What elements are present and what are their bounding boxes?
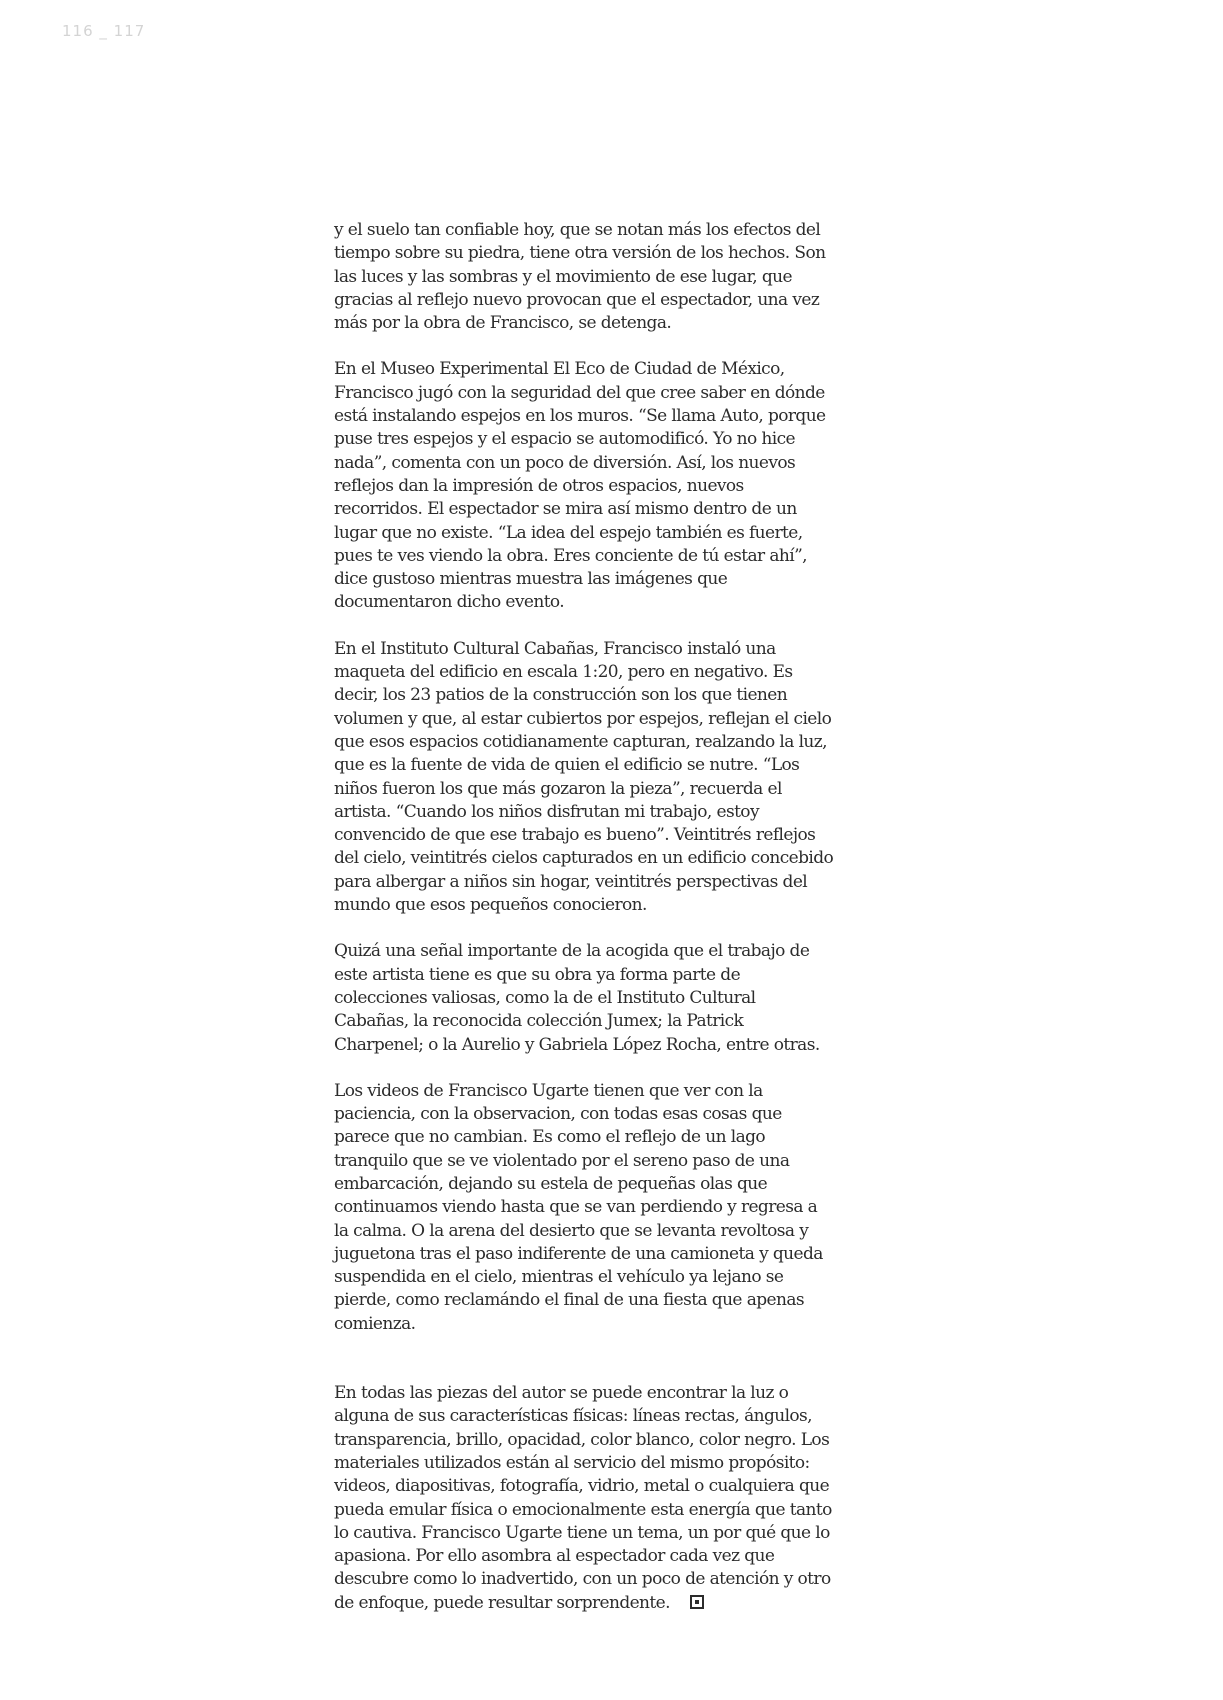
paragraph-1: y el suelo tan confiable hoy, que se notan más los efectos del tiempo sobre su piedra, tiene otra versión de los hechos. Son las luces y las sombras y el movimiento de ese lugar, que gracias al reflejo nuevo provocan que el espectador, una vez más por la obra de Francisco, se detenga.	[334, 220, 826, 334]
end-mark-icon	[690, 1595, 704, 1609]
page-number: 116 _ 117	[62, 22, 146, 40]
article-text-column	[334, 219, 834, 1638]
paragraph-6-text: En todas las piezas del autor se puede encontrar la luz o alguna de sus características físicas: líneas rectas, ángulos, transparencia, brillo, opacidad, color blanco, color negro. Los materiales utilizados están al servicio del mismo propósito: videos, diapositivas, fotografía, vidrio, metal o cualquiera que pueda emular física o emocionalmente esta energía que tanto lo cautiva. Francisco Ugarte tiene un tema, un por qué que lo apasiona. Por ello asombra al espectador cada vez que descubre como lo inadvertido, con un poco de atención y otro de enfoque, puede resultar sorprendente.	[334, 1383, 832, 1613]
paragraph-2: En el Museo Experimental El Eco de Ciudad de México, Francisco jugó con la seguridad del que cree saber en dónde está instalando espejos en los muros. “Se llama Auto, porque puse tres espejos y el espacio se automodificó. Yo no hice nada”, comenta con un poco de diversión. Así, los nuevos reflejos dan la impresión de otros espacios, nuevos recorridos. El espectador se mira así mismo dentro de un lugar que no existe. “La idea del espejo también es fuerte, pues te ves viendo la obra. Eres conciente de tú estar ahí”, dice gustoso mientras muestra las imágenes que documentaron dicho evento.	[334, 359, 826, 613]
paragraph-4: Quizá una señal importante de la acogida que el trabajo de este artista tiene es que su obra ya forma parte de colecciones valiosas, como la de el Instituto Cultural Cabañas, la reconocida colección Jumex; la Patrick Charpenel; o la Aurelio y Gabriela López Rocha, entre otras.	[334, 941, 820, 1055]
paragraph-6	[334, 1382, 834, 1615]
paragraph-3: En el Instituto Cultural Cabañas, Francisco instaló una maqueta del edificio en escala 1:20, pero en negativo. Es decir, los 23 patios de la construcción son los que tienen volumen y que, al estar cubiertos por espejos, reflejan el cielo que esos espacios cotidianamente capturan, realzando la luz, que es la fuente de vida de quien el edificio se nutre. “Los niños fueron los que más gozaron la pieza”, recuerda el artista. “Cuando los niños disfrutan mi trabajo, estoy convencido de que ese trabajo es bueno”. Veintitrés reflejos del cielo, veintitrés cielos capturados en un edificio concebido para albergar a niños sin hogar, veintitrés perspectivas del mundo que esos pequeños conocieron.	[334, 638, 834, 916]
end-mark-dot	[695, 1600, 699, 1604]
paragraph-5: Los videos de Francisco Ugarte tienen que ver con la paciencia, con la observacion, con todas esas cosas que parece que no cambian. Es como el reflejo de un lago tranquilo que se ve violentado por el sereno paso de una embarcación, dejando su estela de pequeñas olas que continuamos viendo hasta que se van perdiendo y regresa a la calma. O la arena del desierto que se levanta revoltosa y juguetona tras el paso indiferente de una camioneta y queda suspendida en el cielo, mientras el vehículo ya lejano se pierde, como reclamándo el final de una fiesta que apenas comienza.	[334, 1080, 823, 1334]
